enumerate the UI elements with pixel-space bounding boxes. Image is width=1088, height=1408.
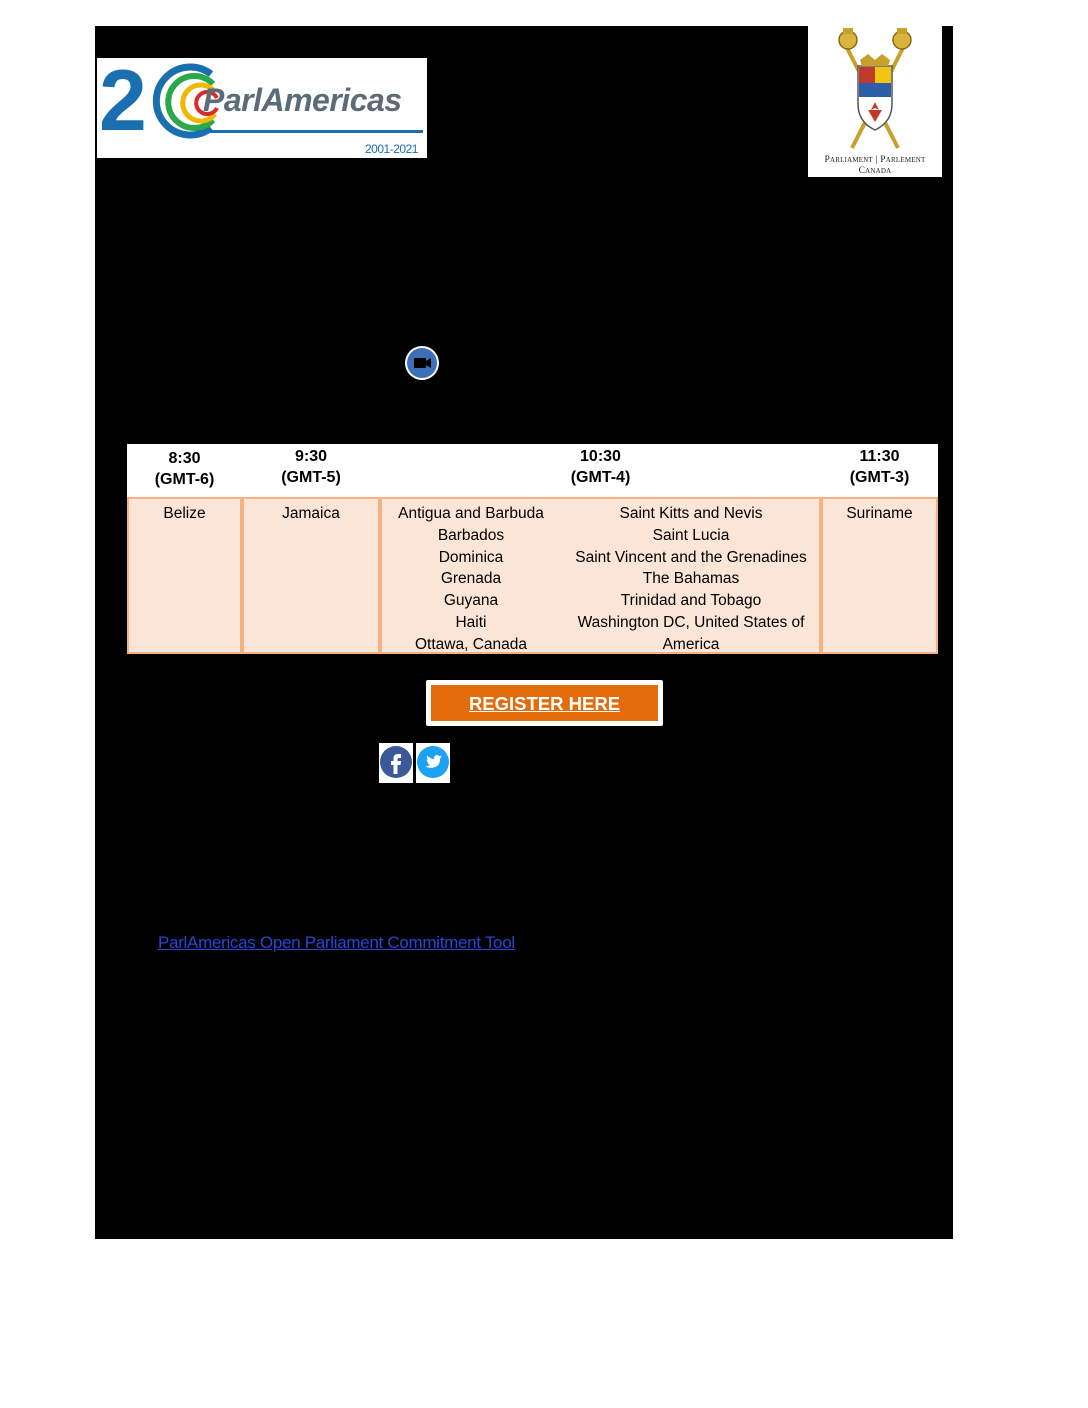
- logo-numeral: 2: [99, 53, 143, 149]
- country-name: Saint Lucia: [652, 526, 730, 544]
- country-name: The Bahamas: [642, 570, 740, 588]
- camera-glyph-icon: [407, 348, 437, 378]
- country-name: Saint Kitts and Nevis: [619, 505, 763, 522]
- facebook-icon[interactable]: [379, 743, 413, 783]
- country-name: Antigua and Barbuda: [398, 505, 544, 522]
- cell-gmt-minus-3: [821, 497, 938, 654]
- register-button[interactable]: REGISTER HERE: [431, 685, 658, 721]
- maces-crest-icon: [838, 26, 912, 154]
- country-name: Jamaica: [282, 505, 340, 522]
- country-name: Saint Vincent and the Grenadines: [575, 548, 807, 566]
- parliament-canada-logo: [808, 26, 942, 177]
- logo-caption-line2: Canada: [858, 166, 892, 176]
- facebook-glyph-icon: [380, 746, 412, 778]
- country-name: Trinidad and Tobago: [620, 592, 762, 610]
- country-list: [823, 503, 936, 525]
- country-name: Ottawa, Canada: [414, 635, 527, 653]
- video-camera-icon[interactable]: [405, 346, 439, 380]
- country-name: Haiti: [455, 613, 487, 631]
- header-time: 10:30: [580, 448, 621, 465]
- logo-wordmark: ParlAmericas: [203, 82, 402, 118]
- country-name: Belize: [163, 505, 206, 522]
- country-name: Guyana: [443, 592, 499, 610]
- country-name: Barbados: [437, 526, 505, 544]
- video-camera-icon-circle: [407, 348, 437, 378]
- header-gmt-minus-3: [821, 446, 938, 488]
- cell-gmt-minus-4: [380, 497, 821, 654]
- header-time: 9:30: [294, 448, 328, 465]
- country-name: Suriname: [846, 505, 913, 522]
- country-list: [129, 503, 240, 525]
- header-zone: (GMT-5): [281, 469, 341, 486]
- country-name: America: [662, 635, 720, 653]
- parlamericas-logo: [97, 53, 427, 158]
- header-gmt-minus-4: [380, 446, 821, 488]
- commitment-tool-link[interactable]: ParlAmericas Open Parliament Commitment Tool: [158, 933, 515, 952]
- schedule-header-row: [127, 444, 938, 497]
- logo-underline: [197, 130, 423, 133]
- schedule-countries-row: [127, 497, 938, 654]
- twitter-bird-icon: [417, 746, 449, 778]
- country-list-right: [560, 503, 822, 656]
- logo-caption-line1: Parliament | Parlement: [824, 155, 926, 165]
- cell-gmt-minus-5: [242, 497, 380, 654]
- country-name: Washington DC, United States of: [577, 613, 805, 631]
- header-time: 8:30: [168, 450, 201, 467]
- header-gmt-minus-6: [127, 448, 242, 490]
- header-zone: (GMT-3): [849, 469, 910, 486]
- facebook-icon-circle: [380, 746, 412, 778]
- twitter-icon-circle: [417, 746, 449, 778]
- country-name: Grenada: [440, 570, 502, 588]
- logo-caption: [808, 155, 942, 177]
- logo-years: 2001-2021: [365, 142, 418, 156]
- country-list: [244, 503, 378, 525]
- cell-gmt-minus-6: [127, 497, 242, 654]
- header-gmt-minus-5: [242, 446, 380, 488]
- header-zone: (GMT-4): [570, 469, 631, 486]
- country-name: Dominica: [438, 548, 504, 566]
- header-zone: (GMT-6): [154, 471, 215, 488]
- header-time: 11:30: [859, 448, 900, 465]
- country-list-left: [382, 503, 560, 656]
- twitter-icon[interactable]: [416, 743, 450, 783]
